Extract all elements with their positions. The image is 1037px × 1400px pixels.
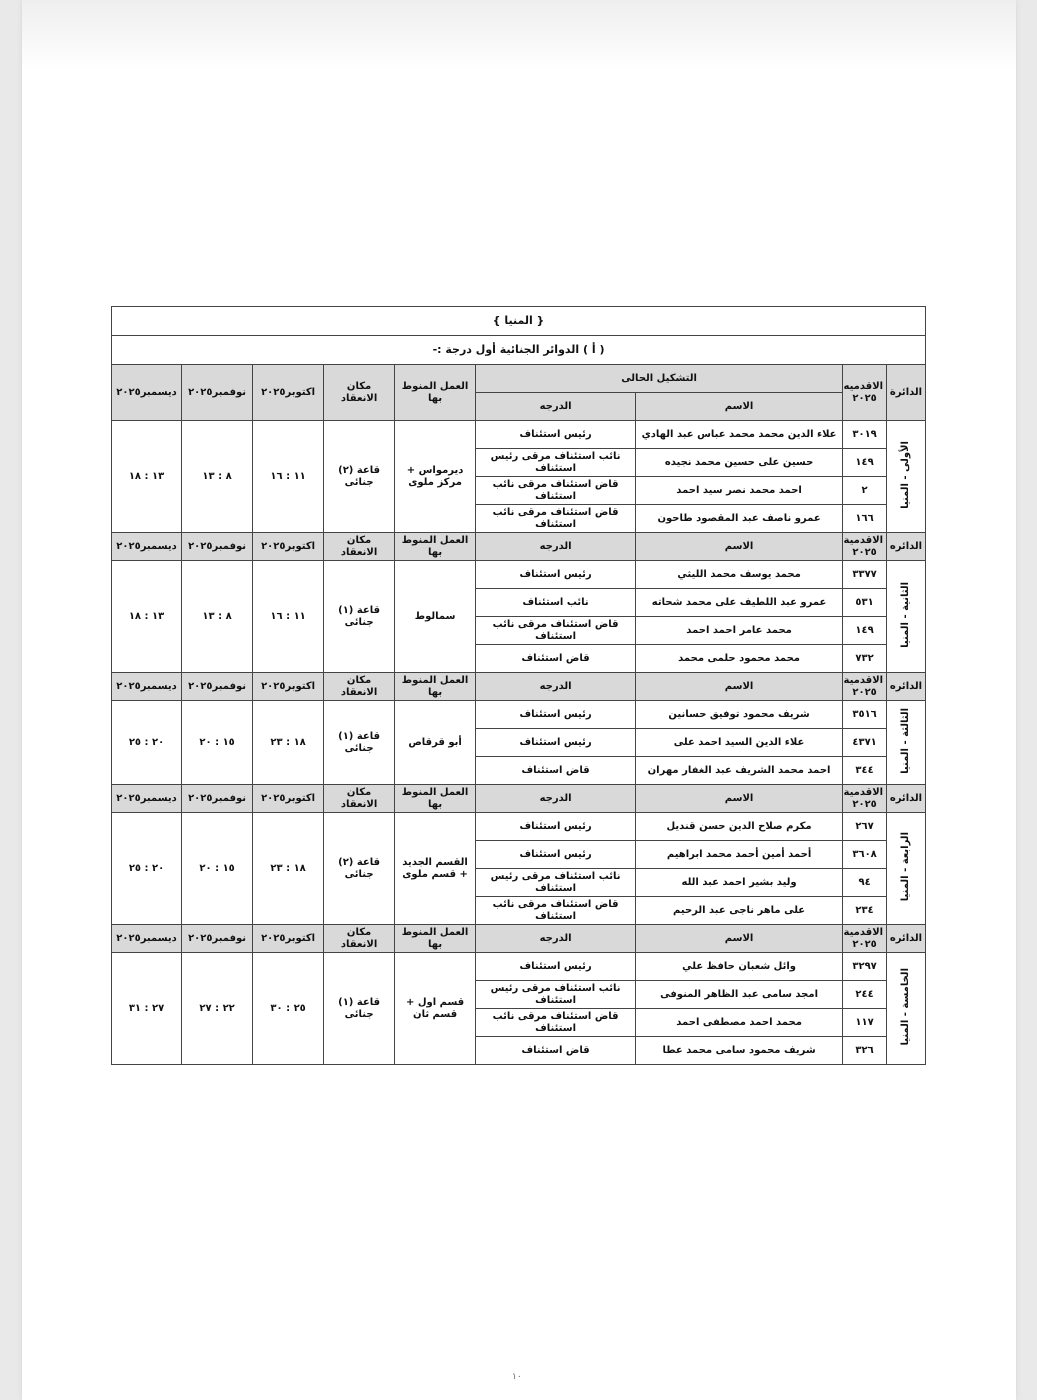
- col-header-name: الاسم: [636, 785, 843, 813]
- circle-work: ديرمواس + مركز ملوى: [395, 421, 476, 533]
- circle-label-text: الرابعة - المنيا: [900, 831, 912, 902]
- member-seniority: ٣٤٤: [843, 757, 887, 785]
- member-name: احمد محمد نصر سيد احمد: [636, 477, 843, 505]
- col-header-dec: ديسمبر٢٠٢٥: [112, 533, 182, 561]
- member-seniority: ٣٥١٦: [843, 701, 887, 729]
- col-header-dec: ديسمبر٢٠٢٥: [112, 365, 182, 421]
- col-header-seniority: الاقدمية ٢٠٢٥: [843, 673, 887, 701]
- member-row: [112, 701, 926, 729]
- circle-venue: قاعة (٢) جنائى: [324, 813, 395, 925]
- circle-dec: ١٣ : ١٨: [112, 421, 182, 533]
- circle-oct: ١٨ : ٢٣: [253, 813, 324, 925]
- circle-nov: ٢٢ : ٢٧: [182, 953, 253, 1065]
- col-header-dec: ديسمبر٢٠٢٥: [112, 925, 182, 953]
- member-name: امجد سامى عبد الظاهر المنوفى: [636, 981, 843, 1009]
- circle-label-text: الثالثة - المنيا: [900, 707, 912, 774]
- col-header-venue: مكان الانعقاد: [324, 365, 395, 421]
- circle-work: أبو قرقاص: [395, 701, 476, 785]
- circle-work: قسم اول + قسم ثان: [395, 953, 476, 1065]
- col-header-circle: الدائره: [887, 925, 926, 953]
- member-rank: نائب استئناف مرقى رئيس استئناف: [476, 869, 636, 897]
- member-seniority: ٢: [843, 477, 887, 505]
- member-name: مكرم صلاح الدين حسن قنديل: [636, 813, 843, 841]
- member-rank: رئيس استئناف: [476, 421, 636, 449]
- member-name: محمد محمود حلمى محمد: [636, 645, 843, 673]
- col-header-oct: اكتوبر٢٠٢٥: [253, 365, 324, 421]
- member-seniority: ٣٦٠٨: [843, 841, 887, 869]
- col-header-rank: الدرجه: [476, 393, 636, 421]
- circle-header-row: [112, 533, 926, 561]
- col-header-nov: نوفمبر٢٠٢٥: [182, 673, 253, 701]
- member-name: محمد احمد مصطفى احمد: [636, 1009, 843, 1037]
- col-header-rank: الدرجه: [476, 925, 636, 953]
- member-seniority: ٣٢٦: [843, 1037, 887, 1065]
- circle-header-row: [112, 673, 926, 701]
- member-rank: قاض استئناف: [476, 1037, 636, 1065]
- member-name: أحمد أمين أحمد محمد ابراهيم: [636, 841, 843, 869]
- member-name: حسين على حسين محمد نجيده: [636, 449, 843, 477]
- member-name: عمرو ناصف عبد المقصود طاحون: [636, 505, 843, 533]
- member-seniority: ٣٢٩٧: [843, 953, 887, 981]
- col-header-name: الاسم: [636, 925, 843, 953]
- col-header-work: العمل المنوط بها: [395, 533, 476, 561]
- member-seniority: ١٦٦: [843, 505, 887, 533]
- member-seniority: ٥٣١: [843, 589, 887, 617]
- member-rank: رئيس استئناف: [476, 729, 636, 757]
- circle-nov: ١٥ : ٢٠: [182, 701, 253, 785]
- col-header-formation: التشكيل الحالى: [476, 365, 843, 393]
- col-header-oct: اكتوبر٢٠٢٥: [253, 673, 324, 701]
- col-header-dec: ديسمبر٢٠٢٥: [112, 785, 182, 813]
- col-header-nov: نوفمبر٢٠٢٥: [182, 365, 253, 421]
- col-header-oct: اكتوبر٢٠٢٥: [253, 925, 324, 953]
- region-title: { المنيا }: [112, 307, 926, 336]
- member-seniority: ٢٦٧: [843, 813, 887, 841]
- member-rank: نائب استئناف مرقى رئيس استئناف: [476, 981, 636, 1009]
- member-rank: قاض استئناف مرقى نائب استئناف: [476, 617, 636, 645]
- page-number: ١٠: [512, 1372, 522, 1382]
- member-rank: قاض استئناف مرقى نائب استئناف: [476, 1009, 636, 1037]
- circle-work: سمالوط: [395, 561, 476, 673]
- member-rank: قاض استئناف: [476, 757, 636, 785]
- member-name: على ماهر ناجى عبد الرحيم: [636, 897, 843, 925]
- section-title: ( أ ) الدوائر الجنائية أول درجة :-: [112, 336, 926, 365]
- member-name: محمد عامر احمد احمد: [636, 617, 843, 645]
- circle-dec: ٢٧ : ٣١: [112, 953, 182, 1065]
- member-row: [112, 561, 926, 589]
- circle-header-row: [112, 925, 926, 953]
- member-name: علاء الدين السيد احمد على: [636, 729, 843, 757]
- circle-oct: ٢٥ : ٣٠: [253, 953, 324, 1065]
- member-rank: قاض استئناف مرقى نائب استئناف: [476, 897, 636, 925]
- col-header-venue: مكان الانعقاد: [324, 785, 395, 813]
- circle-oct: ١١ : ١٦: [253, 421, 324, 533]
- col-header-oct: اكتوبر٢٠٢٥: [253, 785, 324, 813]
- circle-dec: ٢٠ : ٢٥: [112, 701, 182, 785]
- circle-venue: قاعة (٢) جنائى: [324, 421, 395, 533]
- member-name: محمد يوسف محمد الليثي: [636, 561, 843, 589]
- col-header-work: العمل المنوط بها: [395, 785, 476, 813]
- member-rank: رئيس استئناف: [476, 841, 636, 869]
- col-header-venue: مكان الانعقاد: [324, 673, 395, 701]
- circle-label-text: الأولى - المنيا: [900, 440, 912, 509]
- member-seniority: ٤٣٧١: [843, 729, 887, 757]
- col-header-circle: الدائرة: [887, 365, 926, 421]
- circle-dec: ١٣ : ١٨: [112, 561, 182, 673]
- circle-label: [887, 813, 926, 925]
- col-header-venue: مكان الانعقاد: [324, 533, 395, 561]
- circle-venue: قاعة (١) جنائى: [324, 953, 395, 1065]
- member-name: علاء الدين محمد محمد عباس عبد الهادي: [636, 421, 843, 449]
- col-header-oct: اكتوبر٢٠٢٥: [253, 533, 324, 561]
- col-header-name: الاسم: [636, 673, 843, 701]
- member-rank: رئيس استئناف: [476, 953, 636, 981]
- member-rank: رئيس استئناف: [476, 701, 636, 729]
- member-name: وليد بشير احمد عبد الله: [636, 869, 843, 897]
- schedule-table: [111, 306, 926, 1065]
- col-header-work: العمل المنوط بها: [395, 925, 476, 953]
- col-header-work: العمل المنوط بها: [395, 673, 476, 701]
- circle-venue: قاعة (١) جنائى: [324, 561, 395, 673]
- circle-label-text: الخامسة - المنيا: [900, 967, 912, 1046]
- member-rank: نائب استئناف مرقى رئيس استئناف: [476, 449, 636, 477]
- circle-venue: قاعة (١) جنائى: [324, 701, 395, 785]
- member-rank: قاض استئناف مرقى نائب استئناف: [476, 505, 636, 533]
- member-seniority: ١١٧: [843, 1009, 887, 1037]
- circle-nov: ٨ : ١٣: [182, 561, 253, 673]
- member-seniority: ٩٤: [843, 869, 887, 897]
- circle-nov: ٨ : ١٣: [182, 421, 253, 533]
- circle-label: [887, 561, 926, 673]
- circle-work: القسم الجديد + قسم ملوى: [395, 813, 476, 925]
- circle-nov: ١٥ : ٢٠: [182, 813, 253, 925]
- circle-dec: ٢٠ : ٢٥: [112, 813, 182, 925]
- col-header-rank: الدرجه: [476, 533, 636, 561]
- page-top-shade: [22, 0, 1016, 70]
- col-header-venue: مكان الانعقاد: [324, 925, 395, 953]
- col-header-rank: الدرجه: [476, 785, 636, 813]
- member-seniority: ١٤٩: [843, 449, 887, 477]
- circle-header-row: [112, 785, 926, 813]
- member-name: شريف محمود سامى محمد عطا: [636, 1037, 843, 1065]
- member-rank: قاض استئناف مرقى نائب استئناف: [476, 477, 636, 505]
- member-rank: قاض استئناف: [476, 645, 636, 673]
- col-header-name: الاسم: [636, 393, 843, 421]
- col-header-nov: نوفمبر٢٠٢٥: [182, 533, 253, 561]
- member-seniority: ٧٣٢: [843, 645, 887, 673]
- col-header-circle: الدائره: [887, 673, 926, 701]
- circle-label: [887, 421, 926, 533]
- member-seniority: ٣٣٧٧: [843, 561, 887, 589]
- col-header-dec: ديسمبر٢٠٢٥: [112, 673, 182, 701]
- member-seniority: ٣٠١٩: [843, 421, 887, 449]
- col-header-circle: الدائره: [887, 533, 926, 561]
- circle-label: [887, 953, 926, 1065]
- member-name: عمرو عبد اللطيف على محمد شحاته: [636, 589, 843, 617]
- col-header-work: العمل المنوط بها: [395, 365, 476, 421]
- col-header-seniority: الاقدمية ٢٠٢٥: [843, 785, 887, 813]
- col-header-seniority: الاقدمية ٢٠٢٥: [843, 925, 887, 953]
- member-seniority: ٢٣٤: [843, 897, 887, 925]
- member-rank: رئيس استئناف: [476, 813, 636, 841]
- col-header-seniority: الاقدميه ٢٠٢٥: [843, 365, 887, 421]
- member-row: [112, 953, 926, 981]
- member-name: شريف محمود توفيق حسانين: [636, 701, 843, 729]
- col-header-name: الاسم: [636, 533, 843, 561]
- member-seniority: ١٤٩: [843, 617, 887, 645]
- member-row: [112, 813, 926, 841]
- col-header-circle: الدائره: [887, 785, 926, 813]
- col-header-nov: نوفمبر٢٠٢٥: [182, 785, 253, 813]
- circle-oct: ١٨ : ٢٣: [253, 701, 324, 785]
- member-rank: رئيس استئناف: [476, 561, 636, 589]
- col-header-nov: نوفمبر٢٠٢٥: [182, 925, 253, 953]
- member-rank: نائب استئناف: [476, 589, 636, 617]
- member-seniority: ٢٤٤: [843, 981, 887, 1009]
- circle-oct: ١١ : ١٦: [253, 561, 324, 673]
- circle-label-text: الثانية - المنيا: [900, 581, 912, 648]
- member-name: احمد محمد الشريف عبد الغفار مهران: [636, 757, 843, 785]
- member-row: [112, 421, 926, 449]
- col-header-rank: الدرجه: [476, 673, 636, 701]
- circle-label: [887, 701, 926, 785]
- member-name: وائل شعبان حافظ علي: [636, 953, 843, 981]
- col-header-seniority: الاقدمية ٢٠٢٥: [843, 533, 887, 561]
